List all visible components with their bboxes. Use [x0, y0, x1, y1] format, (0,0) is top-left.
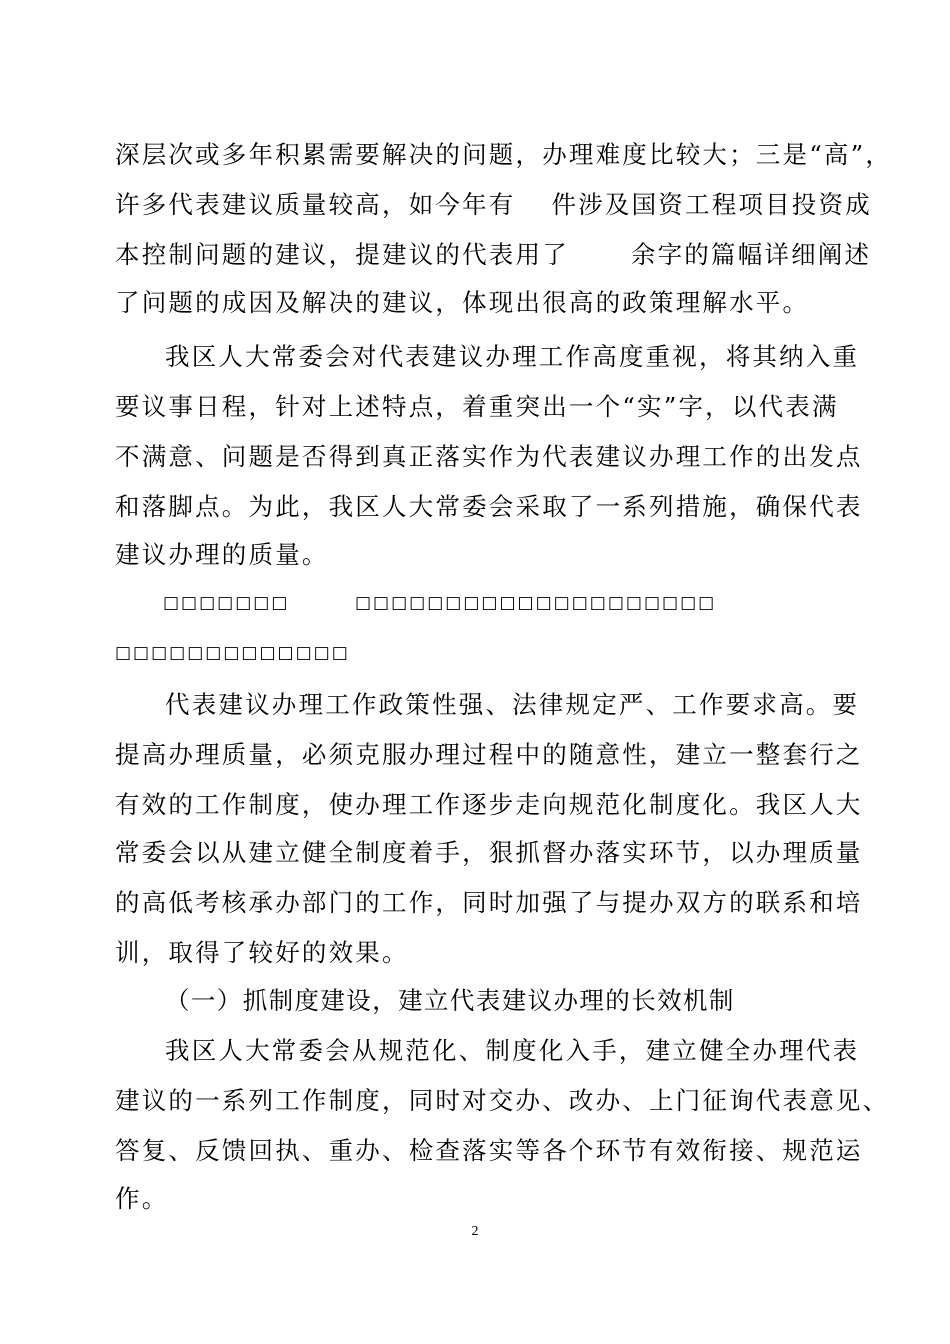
garbled-heading-part-1: □□□□□□□: [163, 593, 290, 613]
paragraph-4-line-2: 建议的一系列工作制度，同时对交办、改办、上门征询代表意见、: [115, 1086, 890, 1115]
paragraph-1-line-2-start: 许多代表建议质量较高，如今年有: [115, 190, 516, 219]
paragraph-1-line-2: [115, 190, 872, 220]
paragraph-2-line-5: 建议办理的质量。: [115, 540, 329, 569]
paragraph-4-line-3: 答复、反馈回执、重办、检查落实等各个环节有效衔接、规范运: [115, 1136, 863, 1165]
paragraph-3-line-6: 训，取得了较好的效果。: [115, 938, 409, 967]
paragraph-1-line-3: [115, 240, 872, 270]
paragraph-3-line-2: 提高办理质量，必须克服办理过程中的随意性，建立一整套行之: [115, 740, 863, 769]
paragraph-3-line-1: 代表建议办理工作政策性强、法律规定严、工作要求高。要: [165, 690, 860, 719]
paragraph-3-line-5: 的高低考核承办部门的工作，同时加强了与提办双方的联系和培: [115, 888, 863, 917]
paragraph-3-line-4: 常委会以从建立健全制度着手，狠抓督办落实环节，以办理质量: [115, 838, 863, 867]
paragraph-1-line-2-end: 件涉及国资工程项目投资成: [551, 190, 872, 219]
page-number: 2: [471, 1224, 479, 1239]
paragraph-2-line-1: 我区人大常委会对代表建议办理工作高度重视，将其纳入重: [165, 342, 860, 371]
paragraph-2-line-4: 和落脚点。为此，我区人大常委会采取了一系列措施，确保代表: [115, 492, 863, 521]
paragraph-1-line-1: 深层次或多年积累需要解决的问题，办理难度比较大；三是“高”，: [115, 140, 893, 169]
paragraph-1-line-3-start: 本控制问题的建议，提建议的代表用了: [115, 240, 569, 269]
paragraph-1-line-3-end: 余字的篇幅详细阐述: [630, 240, 872, 269]
garbled-heading-part-2: □□□□□□□□□□□□□□□□□□□□: [355, 593, 717, 613]
paragraph-2-line-2: 要议事日程，针对上述特点，着重突出一个“实”字，以代表满: [115, 392, 839, 421]
paragraph-1-line-4: 了问题的成因及解决的建议，体现出很高的政策理解水平。: [115, 288, 810, 317]
paragraph-3-line-3: 有效的工作制度，使办理工作逐步走向规范化制度化。我区人大: [115, 790, 863, 819]
paragraph-4-line-1: 我区人大常委会从规范化、制度化入手，建立健全办理代表: [165, 1036, 860, 1065]
section-heading: （一）抓制度建设，建立代表建议办理的长效机制: [165, 986, 735, 1015]
garbled-heading-line-2: □□□□□□□□□□□□□: [115, 643, 350, 663]
paragraph-4-line-4: 作。: [115, 1184, 169, 1213]
paragraph-2-line-3: 不满意、问题是否得到真正落实作为代表建议办理工作的出发点: [115, 442, 863, 471]
